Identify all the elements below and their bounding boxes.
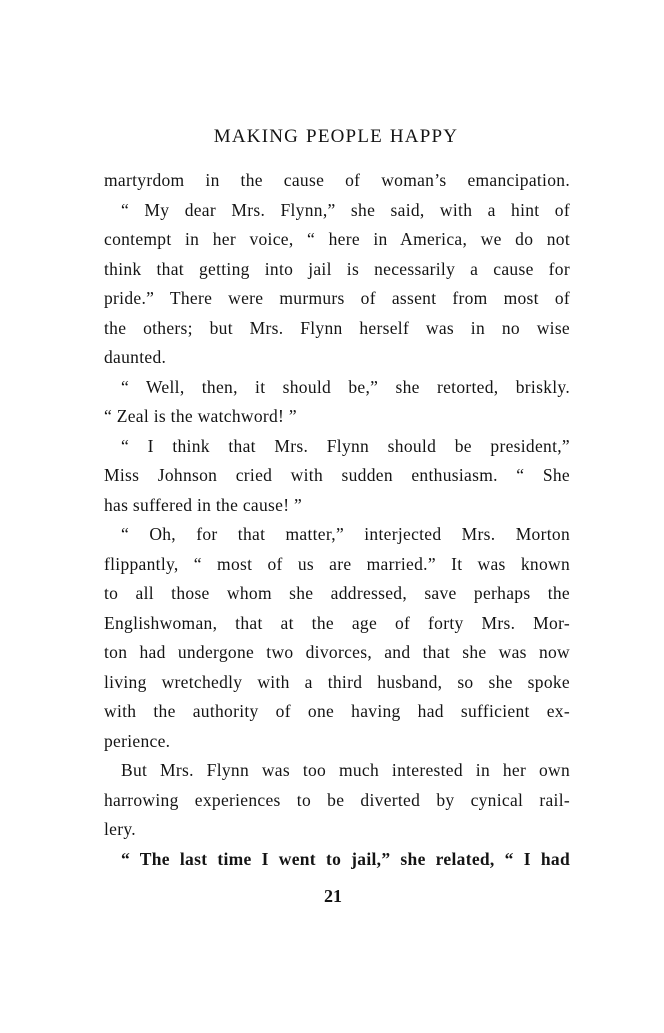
- text-line: with the authority of one having had sufficient ex-: [104, 701, 570, 721]
- text-line: contempt in her voice, “ here in America, we do not: [104, 229, 570, 249]
- text-line: “ The last time I went to jail,” she related, “ I had: [121, 848, 570, 869]
- text-line: to all those whom she addressed, save perhaps the: [104, 583, 570, 603]
- page-number: 21: [324, 886, 342, 906]
- text-line: lery.: [104, 819, 136, 839]
- body-text: [104, 166, 570, 874]
- text-line: But Mrs. Flynn was too much interested in her own: [121, 760, 570, 780]
- text-line: pride.” There were murmurs of assent from most of: [104, 288, 570, 308]
- text-line: “ I think that Mrs. Flynn should be president,”: [121, 435, 570, 456]
- text-line: the others; but Mrs. Flynn herself was in no wise: [104, 317, 570, 338]
- text-line: has suffered in the cause! ”: [104, 494, 303, 515]
- text-line: perience.: [104, 730, 171, 751]
- text-line: “ Oh, for that matter,” interjected Mrs. Morton: [121, 524, 570, 544]
- text-line: Englishwoman, that at the age of forty Mrs. Mor-: [104, 612, 570, 633]
- text-line: “ Zeal is the watchword! ”: [104, 406, 297, 426]
- text-line: “ Well, then, it should be,” she retorted, briskly.: [121, 376, 570, 397]
- text-line: daunted.: [104, 347, 167, 367]
- text-line: “ My dear Mrs. Flynn,” she said, with a hint of: [121, 199, 570, 220]
- text-line: harrowing experiences to be diverted by cynical rail-: [104, 789, 570, 810]
- text-line: ton had undergone two divorces, and that she was now: [104, 642, 570, 662]
- text-line: living wretchedly with a third husband, so she spoke: [104, 671, 570, 692]
- text-line: Miss Johnson cried with sudden enthusiasm. “ She: [104, 465, 570, 485]
- text-line: think that getting into jail is necessarily a cause for: [104, 258, 570, 279]
- text-line: martyrdom in the cause of woman’s emancipation.: [104, 170, 570, 190]
- running-head: MAKING PEOPLE HAPPY: [213, 126, 459, 147]
- text-line: flippantly, “ most of us are married.” It was known: [104, 553, 570, 574]
